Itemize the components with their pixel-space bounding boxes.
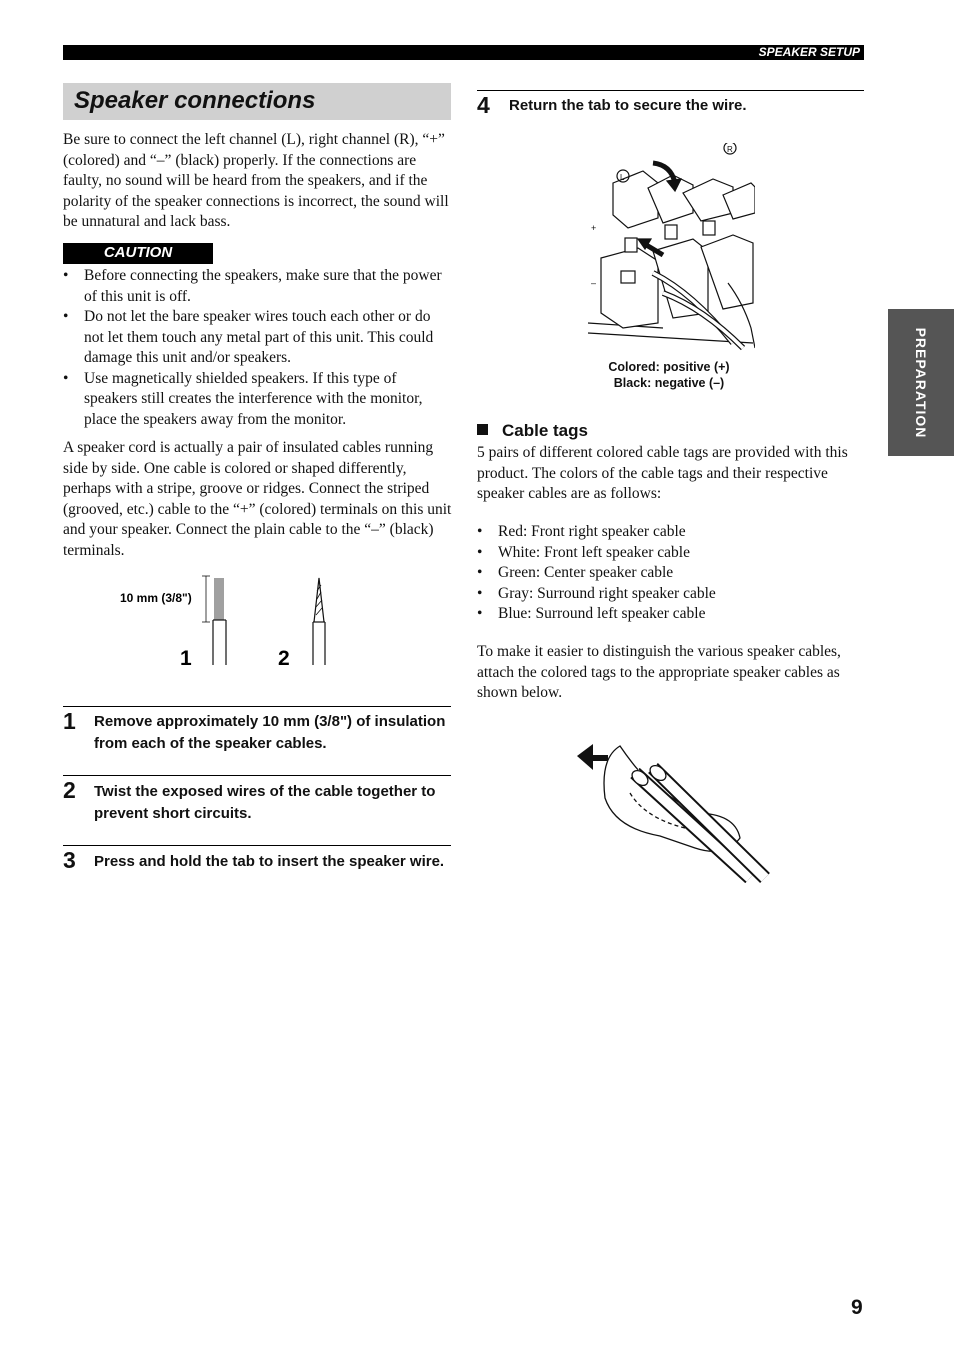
step-text: Press and hold the tab to insert the speaker wire. — [94, 853, 445, 870]
list-item: • Green: Center speaker cable — [477, 564, 674, 581]
wire-strip-illustration — [63, 570, 453, 680]
square-bullet-icon — [477, 424, 488, 435]
twisted-cable-2 — [313, 578, 325, 665]
list-item: • White: Front left speaker cable — [477, 543, 690, 561]
step-number: 3 — [63, 847, 76, 873]
step-number: 2 — [63, 777, 76, 803]
step-text: Return the tab to secure the wire. — [509, 97, 747, 114]
terminal-caption — [577, 359, 761, 391]
channel-label-l: L — [620, 173, 625, 182]
step-number: 1 — [63, 708, 76, 734]
channel-label-r: R — [727, 145, 733, 154]
step-text: Remove approximately 10 mm (3/8") of insulation from each of the speaker cables. — [94, 713, 446, 752]
cable-tags-outro: To make it easier to distinguish the various speaker cables, attach the colored tags to the appropriate speaker cables as shown below. — [477, 643, 841, 701]
step-number: 4 — [477, 92, 490, 118]
caption-line: Colored: positive (+) — [608, 360, 730, 374]
caution-label: CAUTION — [103, 244, 173, 261]
plus-label: + — [591, 223, 597, 233]
measure-label: 10 mm (3/8") — [120, 591, 192, 605]
caution-item-text: Before connecting the speakers, make sure that the power of this unit is off. — [84, 267, 442, 305]
list-item-text: Green: Center speaker cable — [498, 564, 674, 581]
cable-tags-intro: 5 pairs of different colored cable tags are provided with this product. The colors of the cable tags and their respective speaker cables are as follows: — [477, 444, 848, 502]
page-number: 9 — [851, 1296, 863, 1319]
header-bar — [63, 45, 864, 60]
side-tab — [888, 309, 954, 456]
stripped-cable-1 — [202, 576, 226, 665]
minus-label: – — [591, 278, 597, 288]
step-text: Twist the exposed wires of the cable together to prevent short circuits. — [94, 783, 436, 822]
section-title: SPEAKER SETUP — [758, 45, 860, 59]
terminal-panel — [588, 143, 755, 348]
page-title: Speaker connections — [74, 87, 316, 114]
cable-tags-heading — [477, 421, 588, 441]
caution-item: • Use magnetically shielded speakers. If this type of speakers still creates the interference with the monitor, place the speakers away from the monitor. — [63, 369, 423, 428]
caution-banner — [63, 243, 213, 264]
cable-tags-heading-text: Cable tags — [502, 421, 588, 440]
step-divider — [63, 775, 451, 776]
caution-list — [63, 266, 453, 430]
list-item: • Gray: Surround right speaker cable — [477, 584, 716, 602]
step-divider — [63, 706, 451, 707]
wire-label-2: 2 — [278, 647, 290, 670]
title-box — [63, 83, 451, 120]
step-divider — [477, 90, 864, 91]
speaker-terminal-illustration — [583, 143, 755, 353]
intro-paragraph: Be sure to connect the left channel (L), right channel (R), “+” (colored) and “–” (black) properly. If the connections are faulty, no sound will be heard from the speakers, and if the polarity of the speaker connections is incorrect, the sound will be unnatural and lack bass. — [63, 131, 449, 230]
side-tab-label: PREPARATION — [913, 327, 929, 438]
list-item-text: Red: Front right speaker cable — [498, 523, 686, 540]
cord-paragraph: A speaker cord is actually a pair of insulated cables running side by side. One cable is colored or shaped differently, perhaps with a stripe, groove or ridges. Connect the striped (grooved, etc.) cable to the “+” (colored) terminals on this unit and your speaker. Connect the plain cable to the “–” (black) terminals. — [63, 439, 452, 559]
wire-label-1: 1 — [180, 647, 192, 670]
caption-line: Black: negative (–) — [613, 376, 725, 390]
list-item: • Blue: Surround left speaker cable — [477, 605, 706, 622]
cable-tag-illustration — [575, 728, 775, 883]
list-item-text: Blue: Surround left speaker cable — [498, 605, 706, 622]
list-item: • Red: Front right speaker cable — [477, 523, 686, 540]
caution-item-text: Do not let the bare speaker wires touch each other or do not let them touch any metal part of this unit. This could damage this unit and/or speakers. — [84, 308, 434, 366]
caution-item-text: Use magnetically shielded speakers. If this type of speakers still creates the interference with the monitor, place the speakers away from the monitor. — [84, 369, 423, 428]
step-divider — [63, 845, 451, 846]
cable-tag-list — [477, 522, 867, 625]
caution-item: • Do not let the bare speaker wires touch each other or do not let them touch any metal part of this unit. This could damage this unit and/or speakers. — [63, 308, 434, 366]
caution-item: • Before connecting the speakers, make sure that the power of this unit is off. — [63, 267, 442, 305]
list-item-text: White: Front left speaker cable — [498, 543, 690, 561]
list-item-text: Gray: Surround right speaker cable — [498, 584, 716, 602]
